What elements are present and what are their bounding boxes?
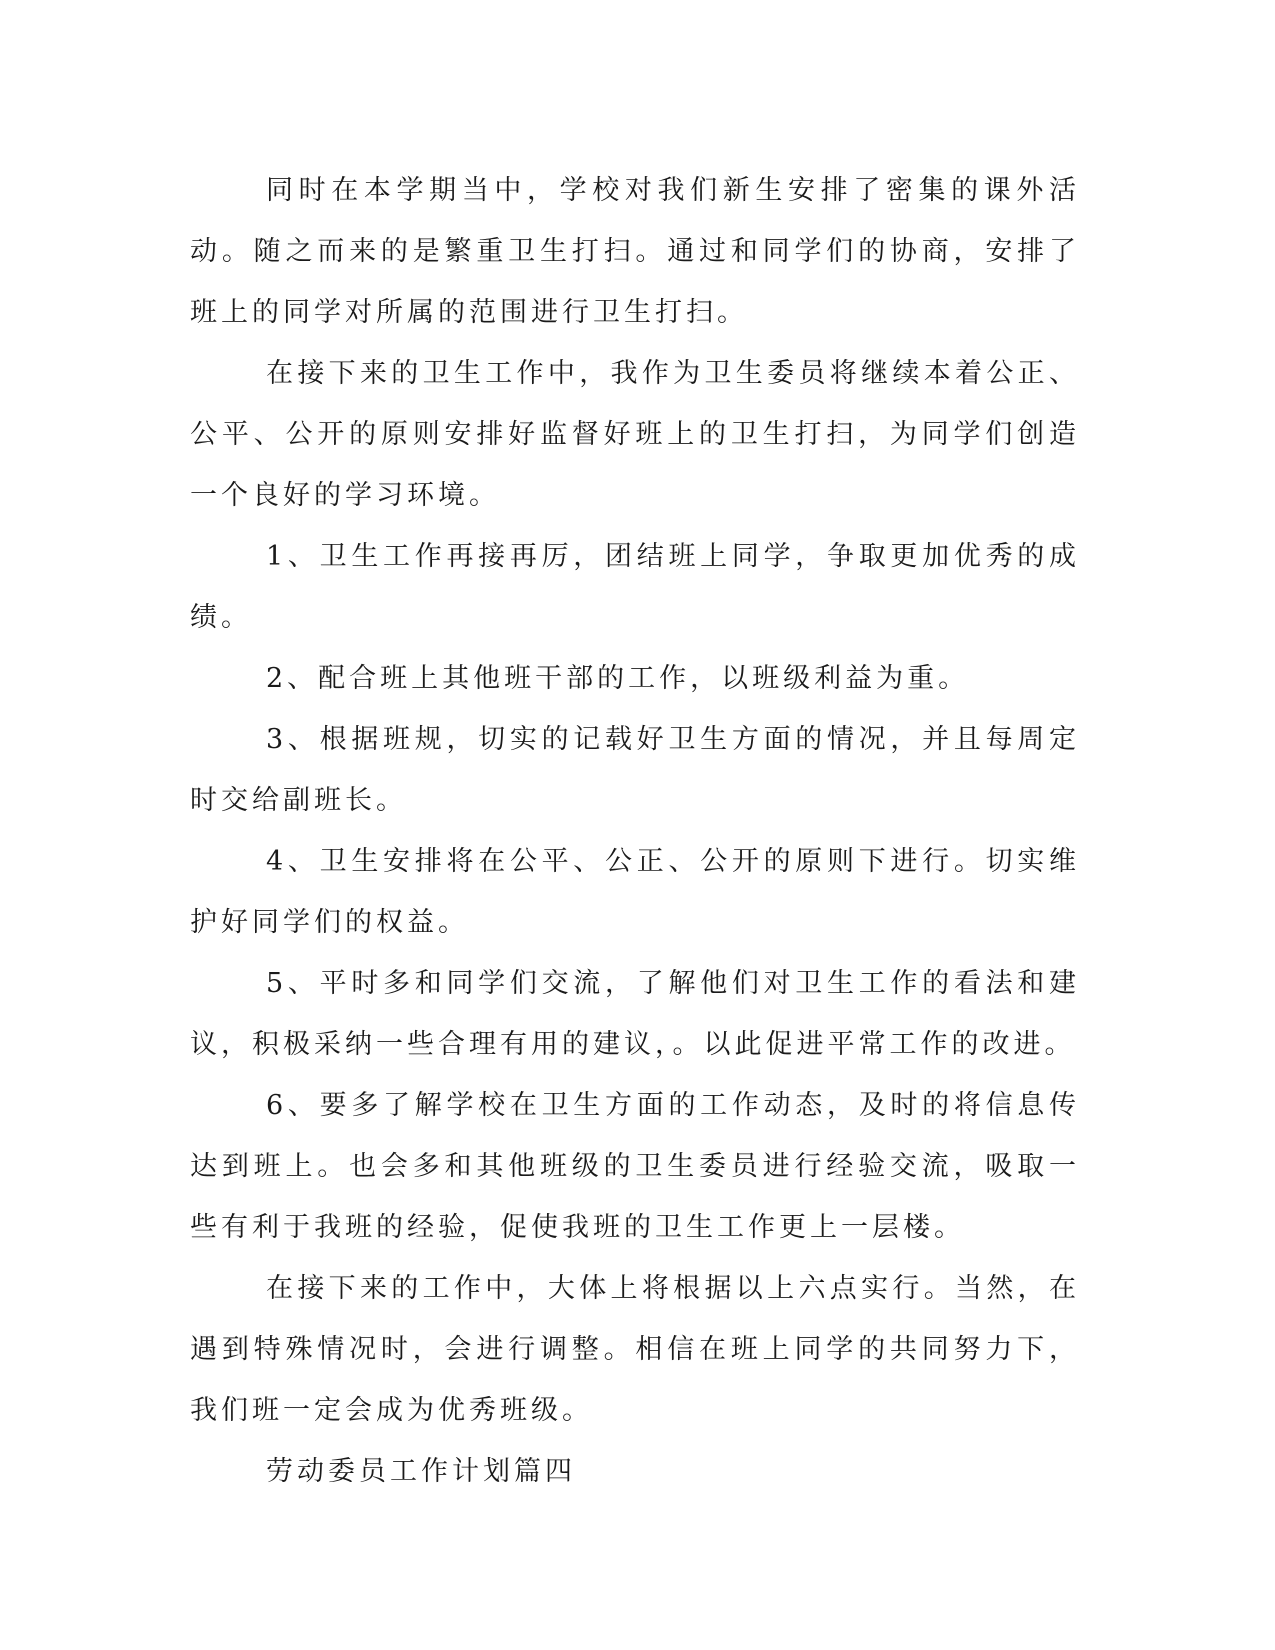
paragraph-conclusion: 在接下来的工作中，大体上将根据以上六点实行。当然，在遇到特殊情况时，会进行调整。相信在班上同学的共同努力下，我们班一定会成为优秀班级。 [190, 1273, 1080, 1426]
plan-item-1: 1、卫生工作再接再厉，团结班上同学，争取更加优秀的成绩。 [190, 541, 1080, 633]
plan-item-5: 5、平时多和同学们交流，了解他们对卫生工作的看法和建议，积极采纳一些合理有用的建议，。以此促进平常工作的改进。 [190, 968, 1080, 1060]
paragraph-principles: 在接下来的卫生工作中，我作为卫生委员将继续本着公正、公平、公开的原则安排好监督好班上的卫生打扫，为同学们创造一个良好的学习环境。 [190, 358, 1080, 511]
plan-item-3: 3、根据班规，切实的记载好卫生方面的情况，并且每周定时交给副班长。 [190, 724, 1080, 816]
plan-item-2: 2、配合班上其他班干部的工作，以班级利益为重。 [266, 663, 970, 694]
plan-item-6: 6、要多了解学校在卫生方面的工作动态，及时的将信息传达到班上。也会多和其他班级的卫生委员进行经验交流，吸取一些有利于我班的经验，促使我班的卫生工作更上一层楼。 [190, 1090, 1080, 1243]
section-heading: 劳动委员工作计划篇四 [266, 1456, 576, 1487]
document-body [190, 160, 1080, 1502]
plan-item-4: 4、卫生安排将在公平、公正、公开的原则下进行。切实维护好同学们的权益。 [190, 846, 1080, 938]
paragraph-activities: 同时在本学期当中，学校对我们新生安排了密集的课外活动。随之而来的是繁重卫生打扫。通过和同学们的协商，安排了班上的同学对所属的范围进行卫生打扫。 [190, 175, 1080, 328]
